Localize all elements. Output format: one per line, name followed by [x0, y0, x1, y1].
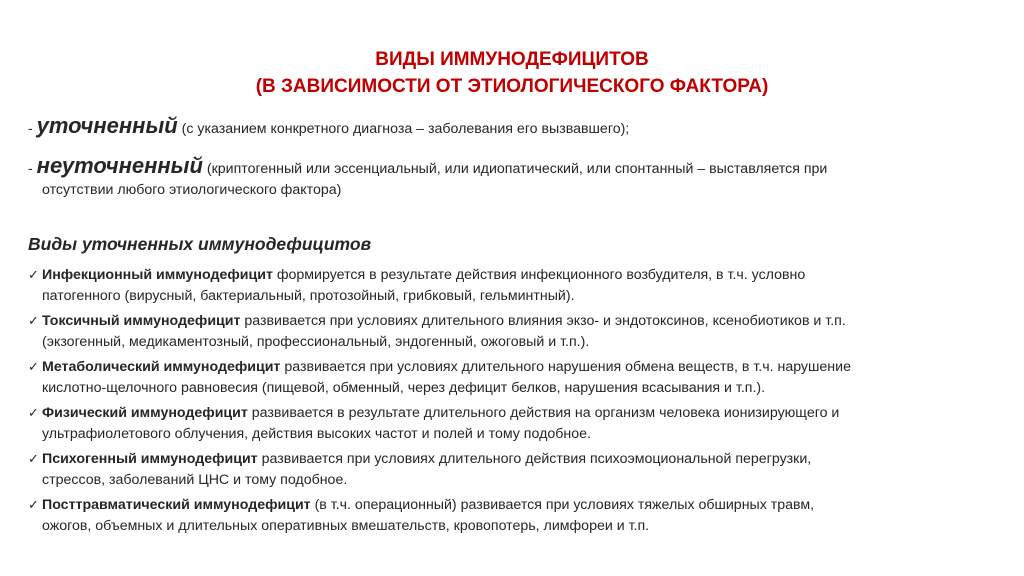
list-item: [28, 310, 988, 353]
check-icon: ✓: [28, 267, 39, 282]
item-text: развивается в результате длительного действия на организм человека ионизирующего и: [247, 405, 840, 421]
item-name: Метаболический иммунодефицит: [42, 359, 281, 375]
item-text-continued: (экзогенный, медикаментозный, профессиональный, эндогенный, ожоговый и т.п.).: [42, 334, 590, 350]
item-text-continued: патогенного (вирусный, бактериальный, протозойный, грибковый, гельминтный).: [42, 288, 575, 304]
section-subheading: Виды уточненных иммунодефицитов: [28, 234, 372, 254]
check-icon: ✓: [28, 451, 39, 466]
type-description: (с указанием конкретного диагноза – заболевания его вызвавшего);: [177, 121, 630, 137]
item-text-continued: ожогов, объемных и длительных оперативных вмешательств, кровопотерь, лимфореи и т.п.: [42, 518, 650, 534]
item-text: формируется в результате действия инфекционного возбудителя, в т.ч. условно: [272, 267, 806, 283]
type-specified: [28, 115, 988, 140]
item-name: Токсичный иммунодефицит: [42, 313, 241, 329]
item-text-continued: стрессов, заболеваний ЦНС и тому подобное.: [42, 472, 348, 488]
item-text: развивается при условиях длительного нарушения обмена веществ, в т.ч. нарушение: [280, 359, 851, 375]
item-name: Психогенный иммунодефицит: [42, 451, 258, 467]
type-description: (криптогенный или эссенциальный, или идиопатический, или спонтанный – выставляется при: [202, 161, 828, 177]
check-icon: ✓: [28, 313, 39, 328]
item-name: Посттравматический иммунодефицит: [42, 497, 311, 513]
type-term: неуточненный: [36, 153, 203, 178]
item-text: развивается при условиях длительного влияния экзо- и эндотоксинов, ксенобиотиков и т.п.: [240, 313, 846, 329]
immunodeficiency-list: [28, 264, 988, 537]
title-line-1: ВИДЫ ИММУНОДЕФИЦИТОВ: [375, 49, 649, 70]
check-icon: ✓: [28, 497, 39, 512]
item-text-continued: ультрафиолетового облучения, действия высоких частот и полей и тому подобное.: [42, 426, 591, 442]
slide-title: [0, 46, 1024, 100]
list-item: [28, 402, 988, 445]
type-unspecified: [28, 155, 988, 201]
list-item: [28, 356, 988, 399]
check-icon: ✓: [28, 359, 39, 374]
dash: -: [28, 120, 33, 136]
type-description-continued: отсутствии любого этиологического фактора): [42, 182, 342, 198]
list-item: [28, 494, 988, 537]
item-text: (в т.ч. операционный) развивается при условиях тяжелых обширных травм,: [310, 497, 815, 513]
check-icon: ✓: [28, 405, 39, 420]
dash: -: [28, 160, 33, 176]
item-name: Инфекционный иммунодефицит: [42, 267, 273, 283]
type-term: уточненный: [36, 113, 178, 138]
list-item: [28, 264, 988, 307]
item-text: развивается при условиях длительного действия психоэмоциональной перегрузки,: [257, 451, 812, 467]
item-text-continued: кислотно-щелочного равновесия (пищевой, обменный, через дефицит белков, нарушения всасывания и т.п.).: [42, 380, 766, 396]
list-item: [28, 448, 988, 491]
item-name: Физический иммунодефицит: [42, 405, 248, 421]
title-line-2: (В ЗАВИСИМОСТИ ОТ ЭТИОЛОГИЧЕСКОГО ФАКТОРА): [255, 76, 769, 97]
